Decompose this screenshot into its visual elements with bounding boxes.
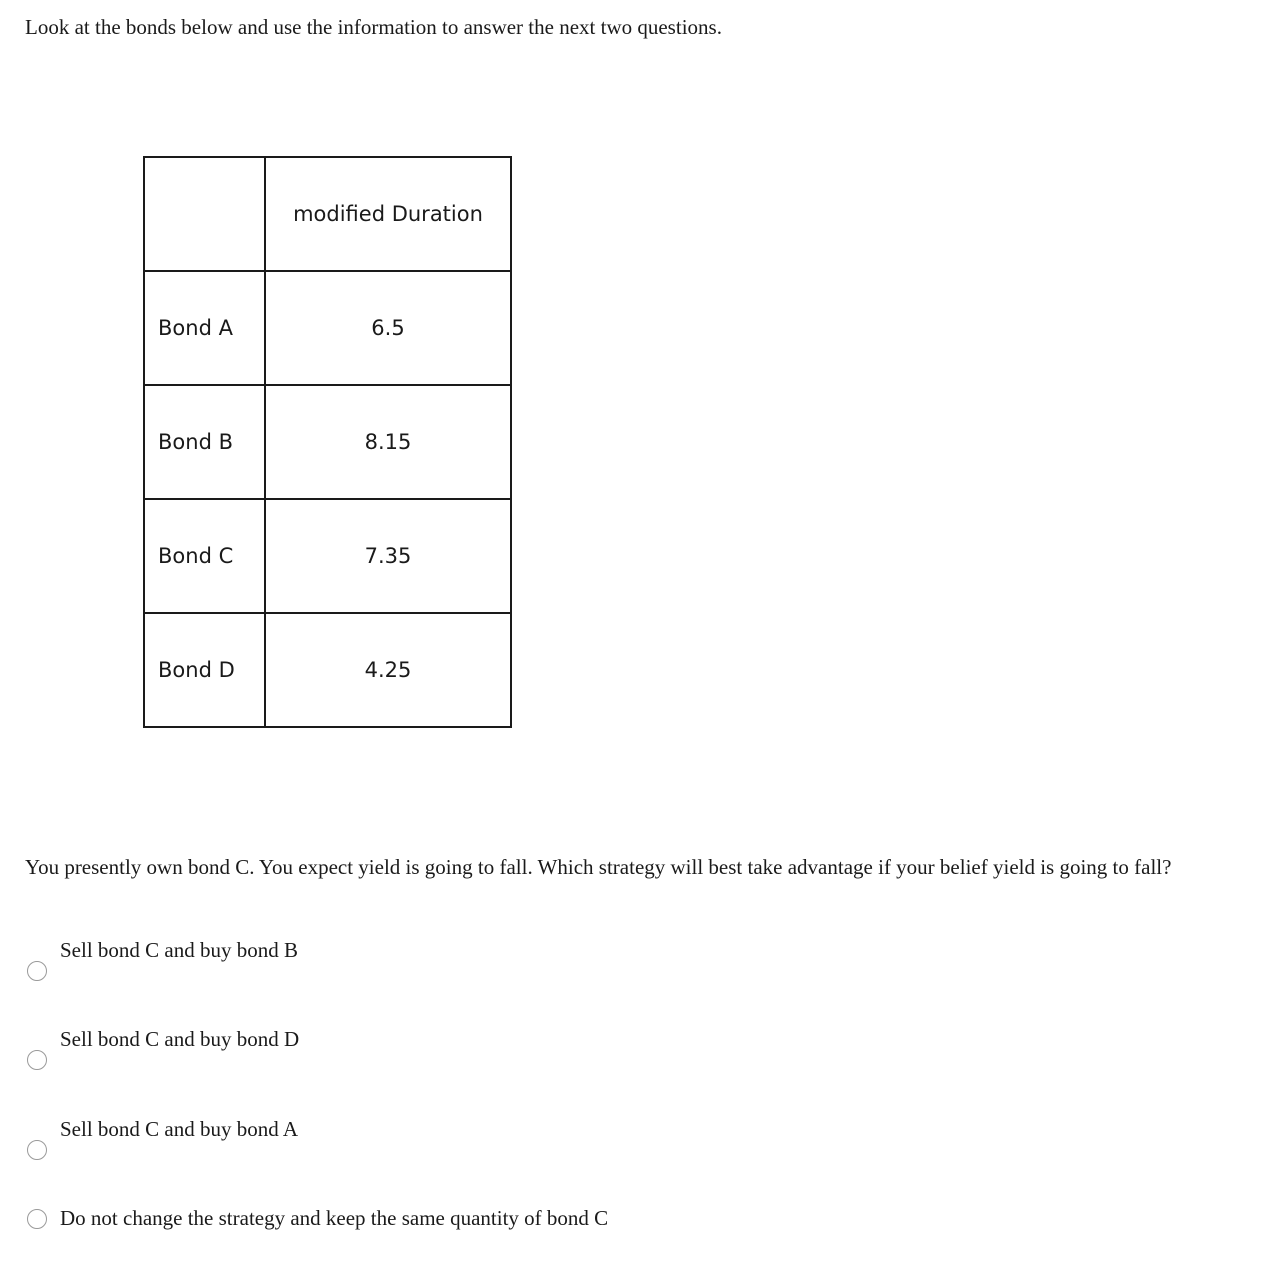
- radio-button[interactable]: [27, 1140, 47, 1160]
- option-label[interactable]: Sell bond C and buy bond D: [60, 1027, 300, 1051]
- duration-cell: 6.5: [265, 271, 511, 385]
- radio-button[interactable]: [27, 1050, 47, 1070]
- option-label[interactable]: Do not change the strategy and keep the same quantity of bond C: [60, 1206, 609, 1230]
- intro-text: Look at the bonds below and use the information to answer the next two questions.: [25, 15, 722, 39]
- radio-button[interactable]: [27, 1209, 47, 1229]
- duration-cell: 8.15: [265, 385, 511, 499]
- bond-name-cell: Bond B: [144, 385, 265, 499]
- table-row: [144, 613, 511, 727]
- question-text: You presently own bond C. You expect yield is going to fall. Which strategy will best take advantage if your belief yield is going to fall?: [25, 855, 1172, 879]
- answer-option-2[interactable]: [25, 1026, 725, 1076]
- table-row: [144, 499, 511, 613]
- bond-duration-table: [143, 156, 512, 728]
- answer-option-1[interactable]: [25, 937, 725, 987]
- bond-name-cell: Bond C: [144, 499, 265, 613]
- option-label[interactable]: Sell bond C and buy bond A: [60, 1117, 299, 1141]
- header-cell-modified-duration: modified Duration: [265, 157, 511, 271]
- duration-cell: 7.35: [265, 499, 511, 613]
- table-row: [144, 271, 511, 385]
- answer-option-4[interactable]: [25, 1205, 725, 1255]
- option-label[interactable]: Sell bond C and buy bond B: [60, 938, 299, 962]
- bond-name-cell: Bond D: [144, 613, 265, 727]
- duration-cell: 4.25: [265, 613, 511, 727]
- answer-option-3[interactable]: [25, 1116, 725, 1166]
- table-header-row: [144, 157, 511, 271]
- table-row: [144, 385, 511, 499]
- radio-button[interactable]: [27, 961, 47, 981]
- bond-name-cell: Bond A: [144, 271, 265, 385]
- header-cell-empty: [144, 157, 265, 271]
